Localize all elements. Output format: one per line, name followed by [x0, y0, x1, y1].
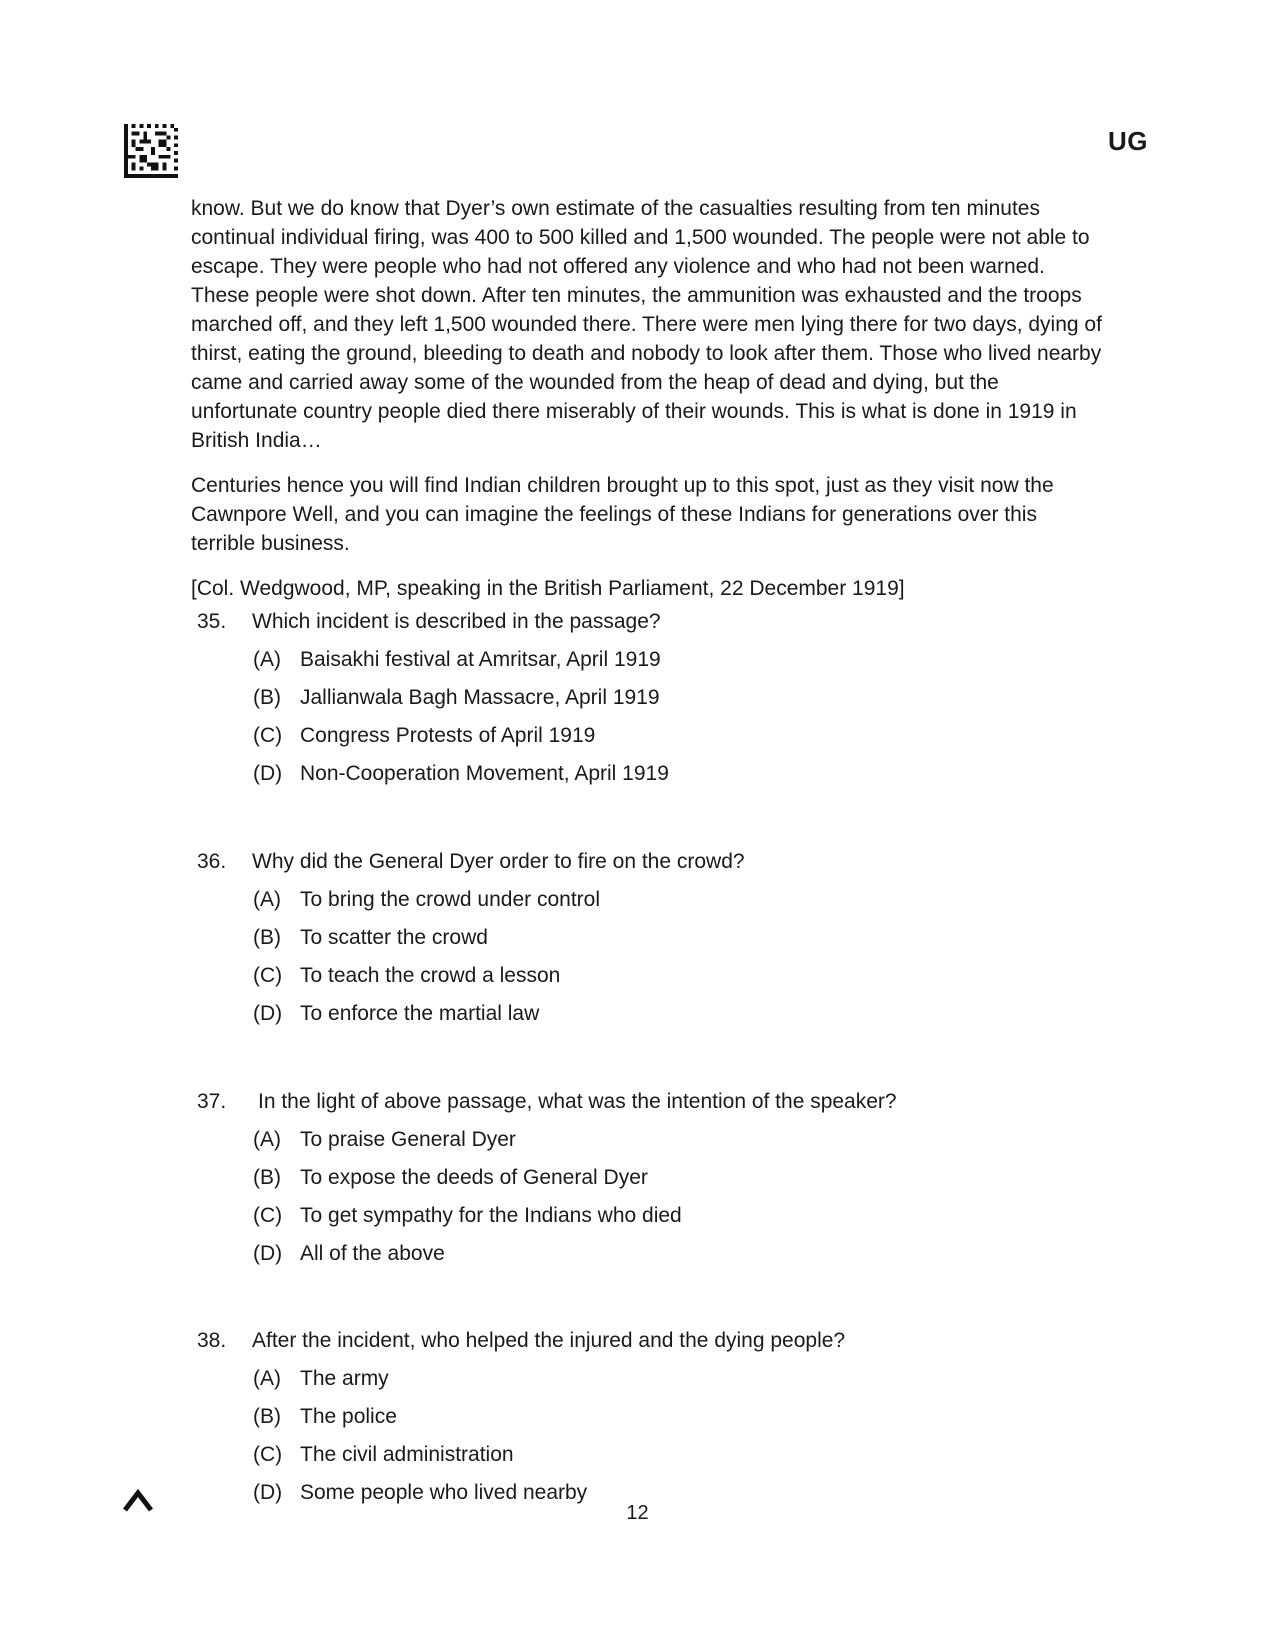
option-label: (D) — [253, 762, 283, 785]
question-text: After the incident, who helped the injured and the dying people? — [252, 1329, 846, 1352]
question-text: Which incident is described in the passage? — [252, 610, 661, 633]
option-d — [197, 1235, 1097, 1273]
option-label: (C) — [253, 964, 283, 987]
option-text: Jallianwala Bagh Massacre, April 1919 — [300, 686, 660, 709]
option-c — [197, 957, 1097, 995]
option-d — [197, 755, 1097, 793]
passage-paragraph: Centuries hence you will find Indian children brought up to this spot, just as they visit now the Cawnpore Well, and you can imagine the feelings of these Indians for generations over this terrible business. — [191, 474, 1054, 555]
datamatrix-code — [124, 124, 178, 178]
option-text: To get sympathy for the Indians who died — [300, 1204, 682, 1227]
passage-citation: [Col. Wedgwood, MP, speaking in the British Parliament, 22 December 1919] — [191, 577, 905, 600]
question-number: 36. — [197, 850, 227, 873]
question-number: 37. — [197, 1090, 227, 1113]
option-label: (B) — [253, 686, 281, 709]
option-text: To scatter the crowd — [300, 926, 488, 949]
option-label: (D) — [253, 1481, 283, 1504]
option-text: To enforce the martial law — [300, 1002, 540, 1025]
option-text: To teach the crowd a lesson — [300, 964, 561, 987]
option-b — [197, 1159, 1097, 1197]
question-38 — [197, 1322, 1097, 1512]
option-text: Baisakhi festival at Amritsar, April 1919 — [300, 648, 661, 671]
question-number: 38. — [197, 1329, 227, 1352]
option-c — [197, 717, 1097, 755]
option-label: (C) — [253, 1204, 283, 1227]
question-number: 35. — [197, 610, 227, 633]
page-number: 12 — [626, 1502, 649, 1524]
option-c — [197, 1436, 1097, 1474]
option-c — [197, 1197, 1097, 1235]
option-label: (A) — [253, 1128, 281, 1151]
option-text: The police — [300, 1405, 397, 1428]
question-line — [197, 843, 1097, 881]
option-label: (B) — [253, 1166, 281, 1189]
option-label: (A) — [253, 1367, 281, 1390]
exam-code: UG — [1108, 126, 1148, 156]
option-text: The civil administration — [300, 1443, 514, 1466]
option-text: Some people who lived nearby — [300, 1481, 588, 1504]
option-label: (A) — [253, 888, 281, 911]
option-label: (C) — [253, 1443, 283, 1466]
question-line — [197, 603, 1097, 641]
option-text: Congress Protests of April 1919 — [300, 724, 596, 747]
option-label: (B) — [253, 1405, 281, 1428]
question-37 — [197, 1083, 1097, 1273]
option-b — [197, 679, 1097, 717]
option-a — [197, 1360, 1097, 1398]
question-35 — [197, 603, 1097, 793]
option-text: To bring the crowd under control — [300, 888, 600, 911]
option-text: To expose the deeds of General Dyer — [300, 1166, 648, 1189]
passage — [191, 194, 1106, 619]
question-text: In the light of above passage, what was the intention of the speaker? — [258, 1090, 897, 1113]
option-d — [197, 995, 1097, 1033]
option-label: (B) — [253, 926, 281, 949]
question-text: Why did the General Dyer order to fire on the crowd? — [252, 850, 745, 873]
option-b — [197, 1398, 1097, 1436]
option-a — [197, 641, 1097, 679]
option-label: (D) — [253, 1002, 283, 1025]
option-text: To praise General Dyer — [300, 1128, 516, 1151]
option-a — [197, 881, 1097, 919]
option-text: All of the above — [300, 1242, 445, 1265]
question-36 — [197, 843, 1097, 1033]
option-text: The army — [300, 1367, 389, 1390]
option-a — [197, 1121, 1097, 1159]
option-text: Non-Cooperation Movement, April 1919 — [300, 762, 669, 785]
option-label: (D) — [253, 1242, 283, 1265]
option-b — [197, 919, 1097, 957]
option-label: (A) — [253, 648, 281, 671]
option-label: (C) — [253, 724, 283, 747]
passage-paragraph: know. But we do know that Dyer’s own estimate of the casualties resulting from ten minutes continual individual firing, was 400 to 500 killed and 1,500 wounded. The people were not able to escape. They were people who had not offered any violence and who had not been warned. These people were shot down. After ten minutes, the ammunition was exhausted and the troops marched off, and they left 1,500 wounded there. There were men lying there for two days, dying of thirst, eating the ground, bleeding to death and nobody to look after them. Those who lived nearby came and carried away some of the wounded from the heap of dead and dying, but the unfortunate country people died there miserably of their wounds. This is what is done in 1919 in British India… — [191, 197, 1102, 452]
question-line — [197, 1322, 1097, 1360]
question-line — [197, 1083, 1097, 1121]
